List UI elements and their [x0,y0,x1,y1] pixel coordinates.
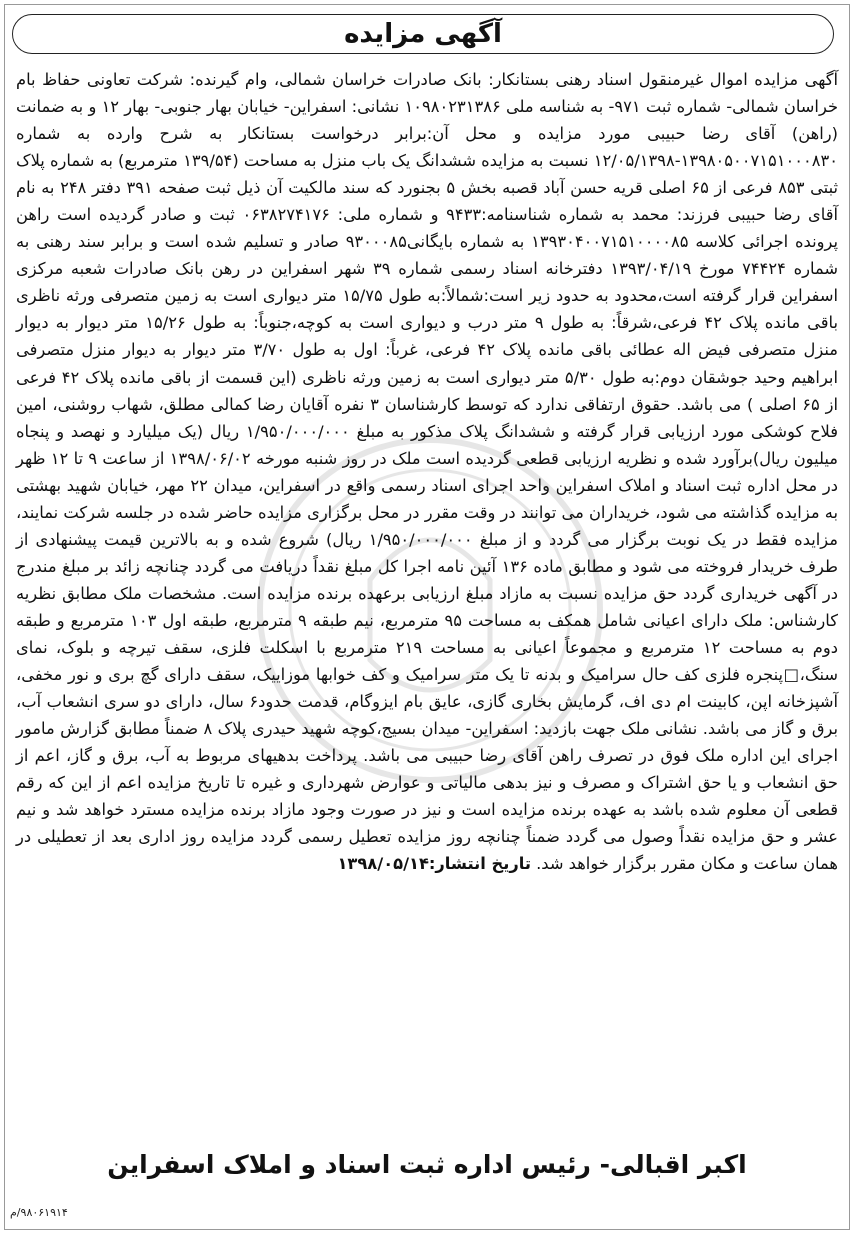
notice-body [16,66,838,877]
notice-title: آگهی مزایده [344,19,502,49]
title-box [12,14,834,54]
footer-code: ۹۸۰۶۱۹۱۴/م [10,1206,68,1219]
publish-date: ۱۳۹۸/۰۵/۱۴ [337,854,429,874]
signature-line: اکبر اقبالی- رئیس اداره ثبت اسناد و املاک اسفراین [107,1150,747,1179]
publish-date-label: تاریخ انتشار: [428,854,531,874]
notice-body-text: آگهی مزایده اموال غیرمنقول اسناد رهنی بستانکار: بانک صادرات خراسان شمالی، وام گیرنده: شرکت تعاونی حفاظ بام خراسان شمالی- شماره ثبت ۹۷۱- به شناسه ملی ۱۰۹۸۰۲۳۱۳۸۶ نشانی: اسفراین- خیابان بهار جنوبی- بهار ۱۲ و به ضمانت (راهن) آقای رضا حبیبی مورد مزایده و محل آن:برابر درخواست بستانکار به شرح وارده به شماره ۱۳۹۸۰۵۰۰۷۱۵۱۰۰۰۸۳۰-۱۲/۰۵/۱۳۹۸ نسبت به مزایده ششدانگ یک باب منزل به مساحت (۱۳۹/۵۴ مترمربع) به شماره پلاک ثبتی ۸۵۳ فرعی از ۶۵ اصلی قریه حسن آباد قصبه بخش ۵ بجنورد که سند مالکیت آن ذیل ثبت صفحه ۳۹۱ دفتر ۲۴۸ به نام آقای رضا حبیبی فرزند: محمد به شماره شناسنامه:۹۴۳۳ و شماره ملی: ۰۶۳۸۲۷۴۱۷۶ ثبت و صادر گردیده است راهن پرونده اجرائی کلاسه ۱۳۹۳۰۴۰۰۷۱۵۱۰۰۰۰۸۵ به شماره بایگانی۹۳۰۰۰۸۵ صادر و تسلیم شده است و برابر سند رهنی به شماره ۷۴۴۲۴ مورخ ۱۳۹۳/۰۴/۱۹ دفترخانه اسناد رسمی شماره ۳۹ شهر اسفراین در رهن بانک صادرات شعبه مرکزی اسفراین قرار گرفته است،محدود به حدود زیر است:شمالاً:به طول ۱۵/۷۵ متر دیواری است به زمین متصرفی ورثه ناظری باقی مانده پلاک ۴۲ فرعی،شرقاً: به طول ۹ متر درب و دیواری است به کوچه،جنوباً: به طول ۱۵/۲۶ متر دیوار به دیوار منزل متصرفی فیض اله عطائی باقی مانده پلاک ۴۲ فرعی، غرباً: اول به طول ۳/۷۰ متر دیوار به دیوار منزل متصرفی ابراهیم وحید جوشقان دوم:به طول ۵/۳۰ متر دیواری است به زمین ورثه ناظری (این قسمت از باقی مانده پلاک ۴۲ فرعی از ۶۵ اصلی ) می باشد. حقوق ارتفاقی ندارد که توسط کارشناسان ۳ نفره آقایان رضا کمالی مطلق، شهاب روشنی، امین فلاح کوشکی مورد ارزیابی قرار گرفته و ششدانگ پلاک مذکور به مبلغ ۱/۹۵۰/۰۰۰/۰۰۰ ریال (یک میلیارد و نهصد و پنجاه میلیون ریال)برآورد شده و نظریه ارزیابی قطعی گردیده است ملک در روز شنبه مورخه ۱۳۹۸/۰۶/۰۲ از ساعت ۹ تا ۱۲ ظهر در محل اداره ثبت اسناد و املاک اسفراین واحد اجرای اسناد رسمی واقع در اسفراین، میدان ۲۲ مهر، خیابان شهید بهشتی به مزایده گذاشته می شود، خریداران می توانند در وقت مقرر در محل برگزاری مزایده حاضر شده در جلسه شرکت نمایند، مزایده فقط در یک نوبت برگزار می گردد و از مبلغ ۱/۹۵۰/۰۰۰/۰۰۰ ریال) شروع شده و به بالاترین قیمت پیشنهادی از طرف خریدار فروخته می شود و مطابق ماده ۱۳۶ آئین نامه اجرا کل مبلغ نقداً دریافت می گردد چنانچه زائد بر مبلغ مندرج در آگهی خریداری گردد حق مزایده نسبت به مازاد مبلغ ارزیابی برعهده برنده مزایده است. مشخصات ملک مطابق نظریه کارشناس: ملک دارای اعیانی شامل همکف به مساحت ۹۵ مترمربع، نیم طبقه ۹ مترمربع، طبقه اول ۱۰۳ مترمربع و طبقه دوم به مساحت ۱۲ مترمربع و مجموعاً اعیانی به مساحت ۲۱۹ مترمربع با اسکلت فلزی، سقف تیرچه و بلوک، نمای سنگ،□پنجره فلزی کف حال سرامیک و بدنه تا یک متر سرامیک و کف خوابها موزاییک، سقف دارای گچ بری و نور مخفی، آشپزخانه اپن، کابینت ام دی اف، گرمایش بخاری گازی، عایق بام ایزوگام، قدمت حدود۶ سال، دارای دو سری انشعاب آب، برق و گاز می باشد. نشانی ملک جهت بازدید: اسفراین- میدان بسیج،کوچه شهید حیدری پلاک ۸ ضمناً مطابق گزارش مامور اجرای این اداره ملک فوق در تصرف راهن آقای رضا حبیبی می باشد. پرداخت بدهیهای مربوط به آب، برق و گاز، اعم از حق انشعاب و یا حق اشتراک و مصرف و نیز بدهی مالیاتی و عوارض شهرداری و غیره تا تاریخ مزایده اعم از این که رقم قطعی آن معلوم شده باشد به عهده برنده مزایده است و نیز در صورت وجود مازاد برنده مزایده مسترد خواهد شد و نیم عشر و حق مزایده نقداً وصول می گردد ضمناً چنانچه روز مزایده تعطیل رسمی گردد مزایده روز اداری بعد از تعطیلی در همان ساعت و مکان مقرر برگزار خواهد شد. [16,70,839,874]
